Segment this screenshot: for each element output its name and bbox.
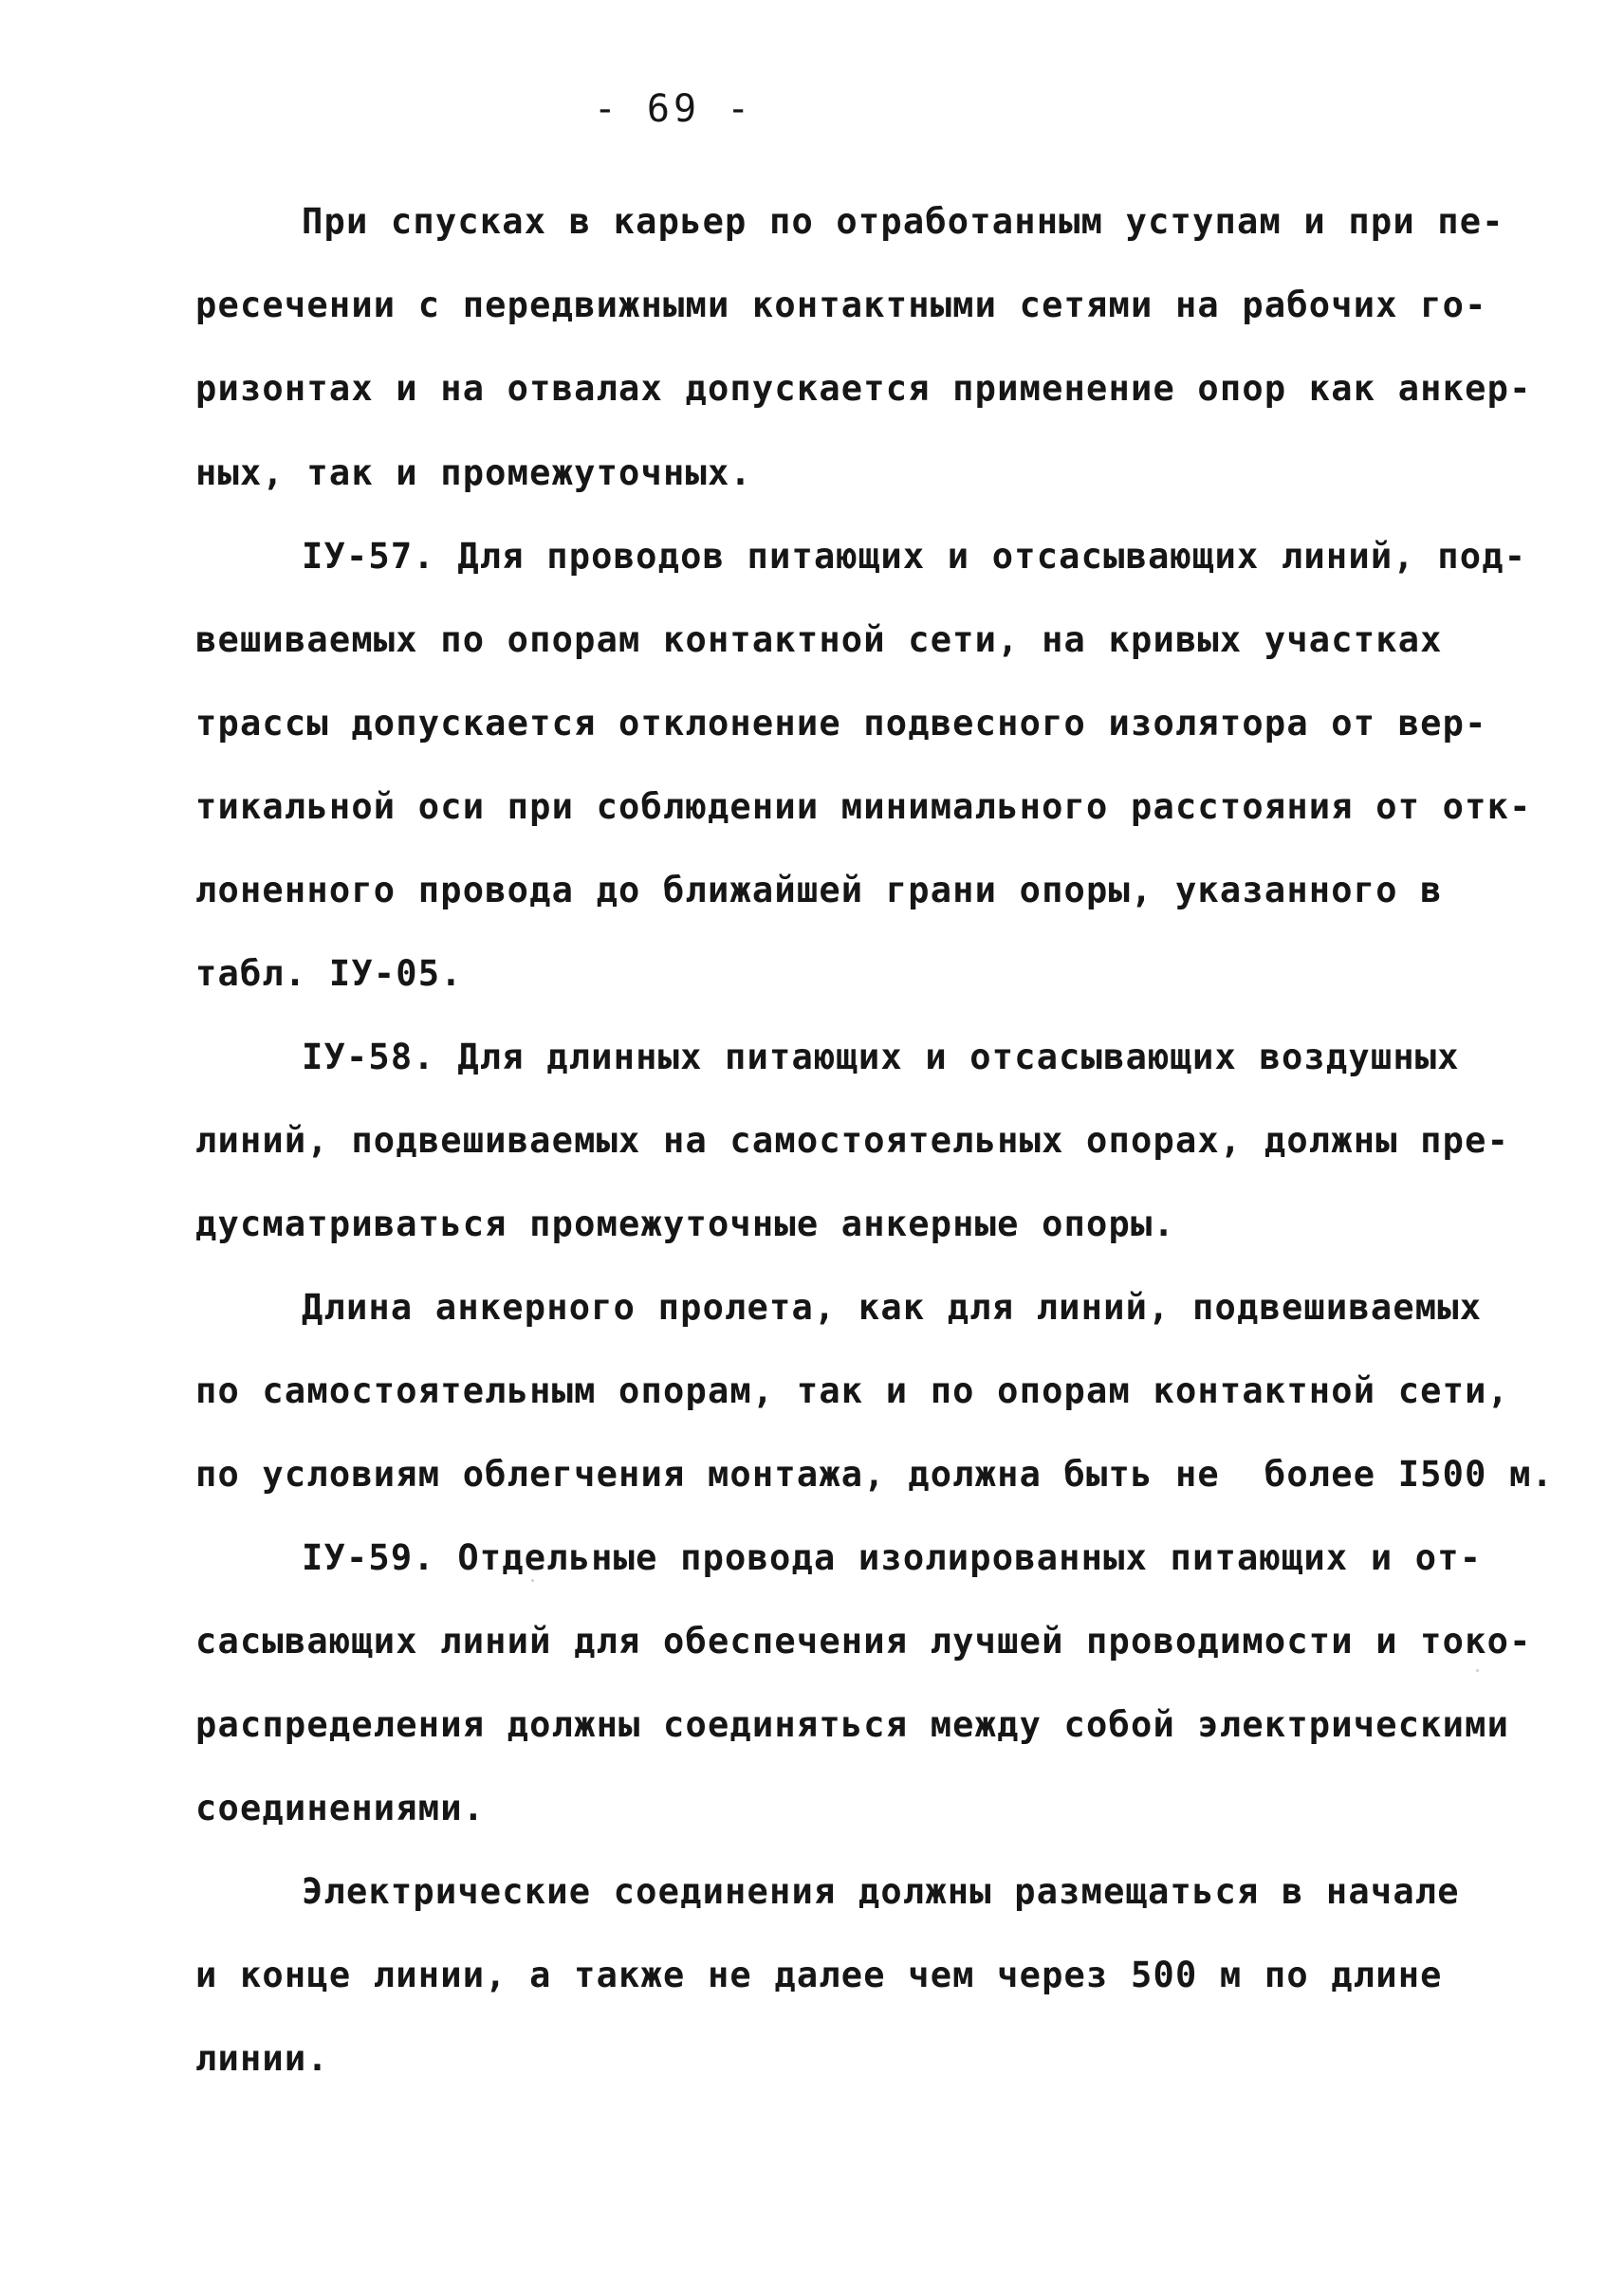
text-line: IУ-58. Для длинных питающих и отсасывающих воздушных (302, 1037, 1460, 1077)
text-line: ризонтах и на отвалах допускается применение опор как анкер- (195, 368, 1532, 409)
page-number: - 69 - (593, 87, 754, 131)
text-line: лоненного провода до ближайшей грани опоры, указанного в (195, 870, 1443, 910)
text-line: и конце линии, а также не далее чем через 500 м по длине (195, 1955, 1443, 1995)
text-line: по самостоятельным опорам, так и по опорам контактной сети, (195, 1370, 1510, 1411)
text-line: ных, так и промежуточных. (195, 452, 752, 493)
text-line: Электрические соединения должны размещаться в начале (302, 1871, 1460, 1912)
text-line: дусматриваться промежуточные анкерные опоры. (195, 1203, 1175, 1244)
text-line: по условиям облегчения монтажа, должна быть не более I500 м. (195, 1454, 1555, 1495)
text-line: распределения должны соединяться между собой электрическими (195, 1704, 1510, 1745)
scan-speck (1476, 1669, 1479, 1672)
text-line: линий, подвешиваемых на самостоятельных опорах, должны пре- (195, 1120, 1510, 1161)
text-line: трассы допускается отклонение подвесного изолятора от вер- (195, 703, 1487, 744)
text-line: тикальной оси при соблюдении минимального расстояния от отк- (195, 786, 1532, 827)
text-line: табл. IУ-05. (195, 953, 463, 994)
text-line: IУ-57. Для проводов питающих и отсасывающих линий, под- (302, 536, 1527, 577)
text-line: вешиваемых по опорам контактной сети, на кривых участках (195, 619, 1443, 660)
text-line: Длина анкерного пролета, как для линий, подвешиваемых (302, 1287, 1483, 1328)
text-line: ресечении с передвижными контактными сетями на рабочих го- (195, 285, 1487, 325)
text-line: сасывающих линий для обеспечения лучшей проводимости и токо- (195, 1621, 1532, 1662)
text-line: IУ-59. Отдельные провода изолированных питающих и от- (302, 1537, 1483, 1578)
text-line: линии. (195, 2038, 329, 2079)
text-line: соединениями. (195, 1788, 486, 1828)
text-line: При спусках в карьер по отработанным уступам и при пе- (302, 201, 1504, 242)
scan-speck (531, 1579, 534, 1582)
